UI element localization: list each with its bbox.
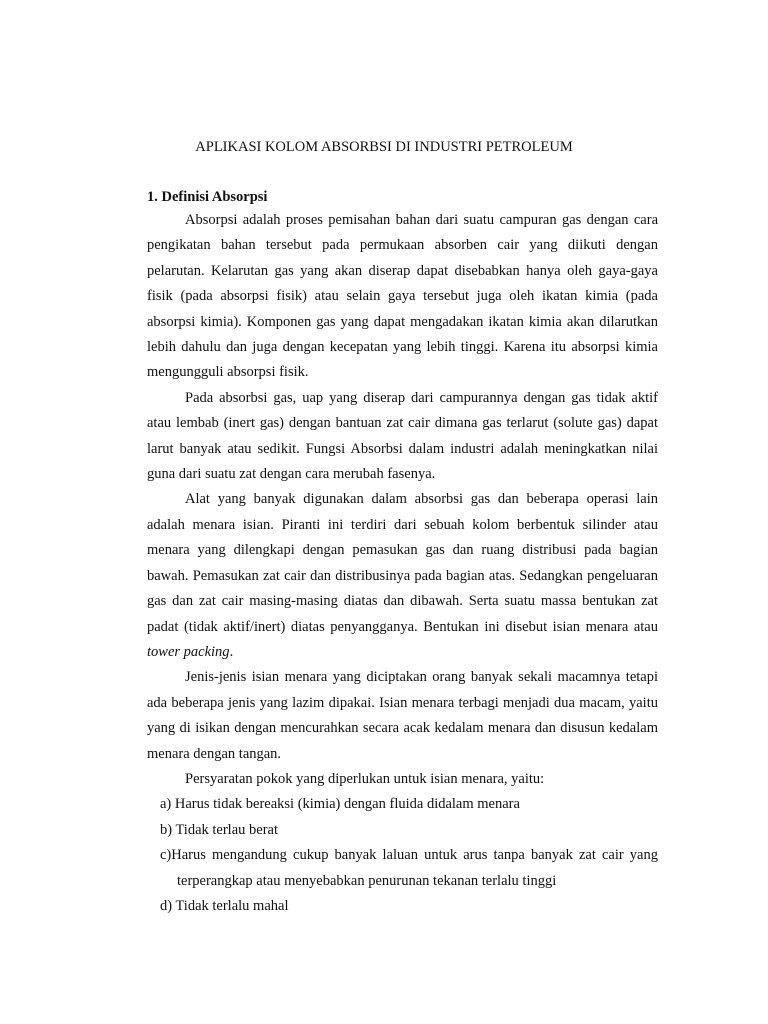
paragraph-3-text: Alat yang banyak digunakan dalam absorbsi gas dan beberapa operasi lain adalah menara isian. Piranti ini terdiri dari sebuah kolom berbentuk silinder atau menara yang dilengkapi dengan pemasukan gas dan ruang distribusi pada bagian bawah. Pemasukan zat cair dan distribusinya pada bagian atas. Sedangkan pengeluaran gas dan zat cair masing-masing diatas dan dibawah. Serta suatu massa bentukan zat padat (tidak aktif/inert) diatas penyangganya. Bentukan ini disebut isian menara atau: [147, 491, 658, 635]
document-title: APLIKASI KOLOM ABSORBSI DI INDUSTRI PETROLEUM: [195, 139, 573, 155]
requirements-list: [147, 792, 658, 919]
paragraph-3: [147, 487, 658, 665]
list-item-b: b) Tidak terlau berat: [160, 821, 278, 838]
list-item-d: d) Tidak terlalu mahal: [160, 897, 289, 914]
paragraph-5: Persyaratan pokok yang diperlukan untuk isian menara, yaitu:: [185, 770, 545, 787]
tower-packing-term: tower packing: [147, 643, 230, 660]
section-heading: 1. Definisi Absorpsi: [147, 189, 268, 205]
section-body: [147, 208, 658, 919]
list-item-c: c)Harus mengandung cukup banyak laluan untuk arus tanpa banyak zat cair yang terperangkap atau menyebabkan penurunan tekanan terlalu tinggi: [160, 847, 658, 889]
paragraph-1: Absorpsi adalah proses pemisahan bahan dari suatu campuran gas dengan cara pengikatan bahan tersebut pada permukaan absorben cair yang diikuti dengan pelarutan. Kelarutan gas yang akan diserap dapat disebabkan hanya oleh gaya-gaya fisik (pada absorpsi fisik) atau selain gaya tersebut juga oleh ikatan kimia (pada absorpsi kimia). Komponen gas yang dapat mengadakan ikatan kimia akan dilarutkan lebih dahulu dan juga dengan kecepatan yang lebih tinggi. Karena itu absorpsi kimia mengungguli absorpsi fisik.: [147, 212, 658, 381]
list-item-a: a) Harus tidak bereaksi (kimia) dengan fluida didalam menara: [160, 796, 520, 813]
paragraph-2: Pada absorbsi gas, uap yang diserap dari campurannya dengan gas tidak aktif atau lembab (inert gas) dengan bantuan zat cair dimana gas terlarut (solute gas) dapat larut banyak atau sedikit. Fungsi Absorbsi dalam industri adalah meningkatkan nilai guna dari suatu zat dengan cara merubah fasenya.: [147, 389, 658, 483]
paragraph-3-end: .: [229, 643, 234, 660]
paragraph-4: Jenis-jenis isian menara yang diciptakan orang banyak sekali macamnya tetapi ada beberapa jenis yang lazim dipakai. Isian menara terbagi menjadi dua macam, yaitu yang di isikan dengan mencurahkan secara acak kedalam menara dan disusun kedalam menara dengan tangan.: [147, 669, 658, 762]
